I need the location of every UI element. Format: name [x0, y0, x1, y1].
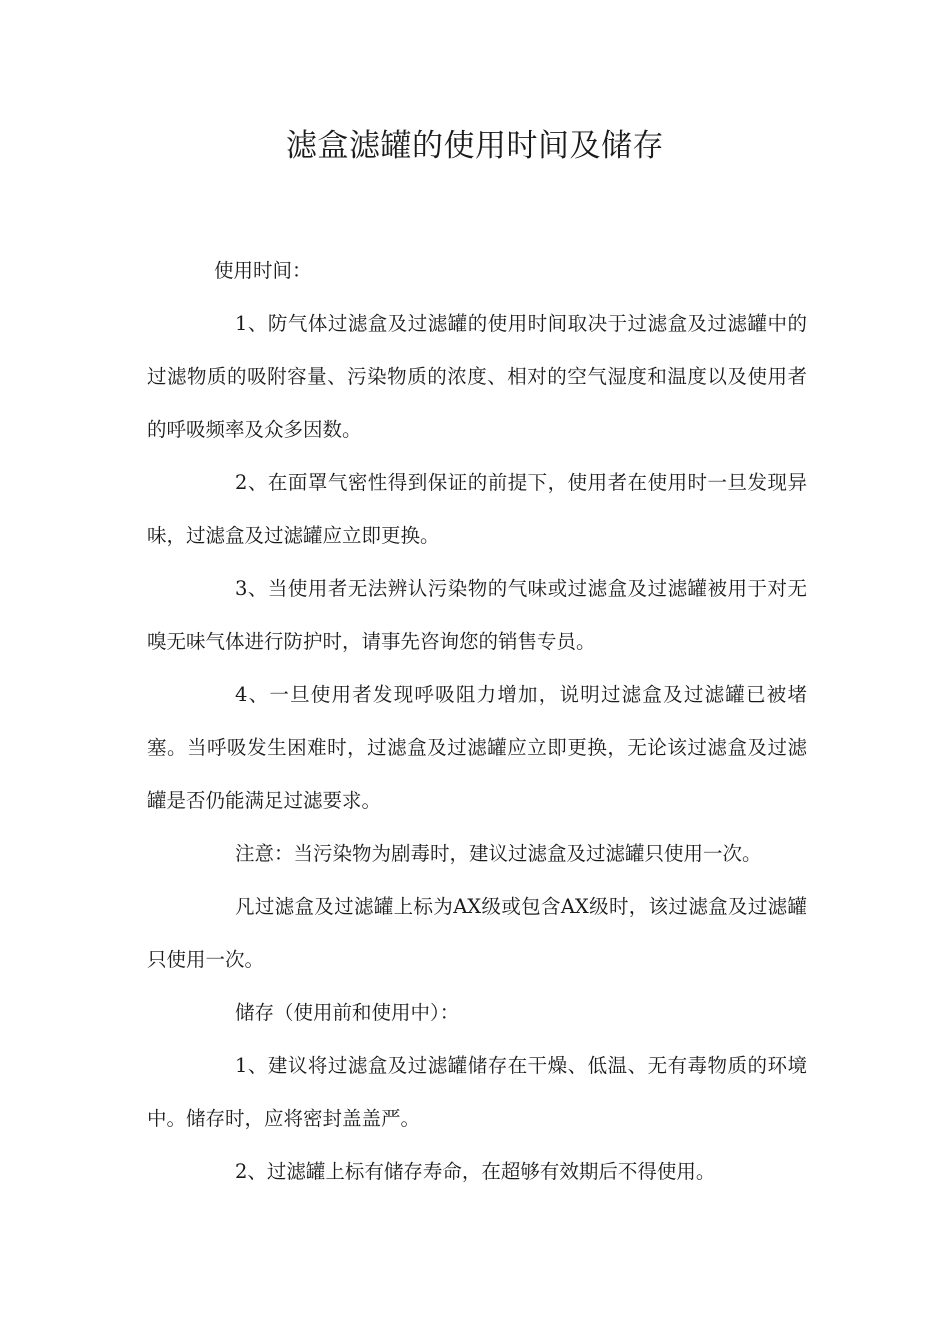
- paragraph-usage-4: 4、一旦使用者发现呼吸阻力增加，说明过滤盒及过滤罐已被堵塞。当呼吸发生困难时，过滤盒及过滤罐应立即更换，无论该过滤盒及过滤罐是否仍能满足过滤要求。: [147, 683, 807, 812]
- paragraph-ax-level: 凡过滤盒及过滤罐上标为AX级或包含AX级时，该过滤盒及过滤罐只使用一次。: [147, 895, 807, 971]
- document-title: 滤盒滤罐的使用时间及储存: [286, 128, 664, 164]
- paragraph-storage-1: 1、建议将过滤盒及过滤罐储存在干燥、低温、无有毒物质的环境中。储存时，应将密封盖盖严。: [147, 1054, 807, 1130]
- paragraph-usage-3: 3、当使用者无法辨认污染物的气味或过滤盒及过滤罐被用于对无嗅无味气体进行防护时，请事先咨询您的销售专员。: [147, 577, 807, 653]
- paragraph-storage-2: 2、过滤罐上标有储存寿命，在超够有效期后不得使用。: [235, 1160, 716, 1183]
- paragraph-usage-2: 2、在面罩气密性得到保证的前提下，使用者在使用时一旦发现异味，过滤盒及过滤罐应立即更换。: [147, 471, 807, 547]
- document-body: [147, 244, 807, 1198]
- paragraph-note: 注意：当污染物为剧毒时，建议过滤盒及过滤罐只使用一次。: [235, 842, 762, 865]
- section-heading-usage-time: 使用时间：: [214, 259, 312, 282]
- section-heading-storage: 储存（使用前和使用中）：: [235, 1001, 460, 1024]
- paragraph-usage-1: 1、防气体过滤盒及过滤罐的使用时间取决于过滤盒及过滤罐中的过滤物质的吸附容量、污染物质的浓度、相对的空气湿度和温度以及使用者的呼吸频率及众多因数。: [147, 312, 807, 441]
